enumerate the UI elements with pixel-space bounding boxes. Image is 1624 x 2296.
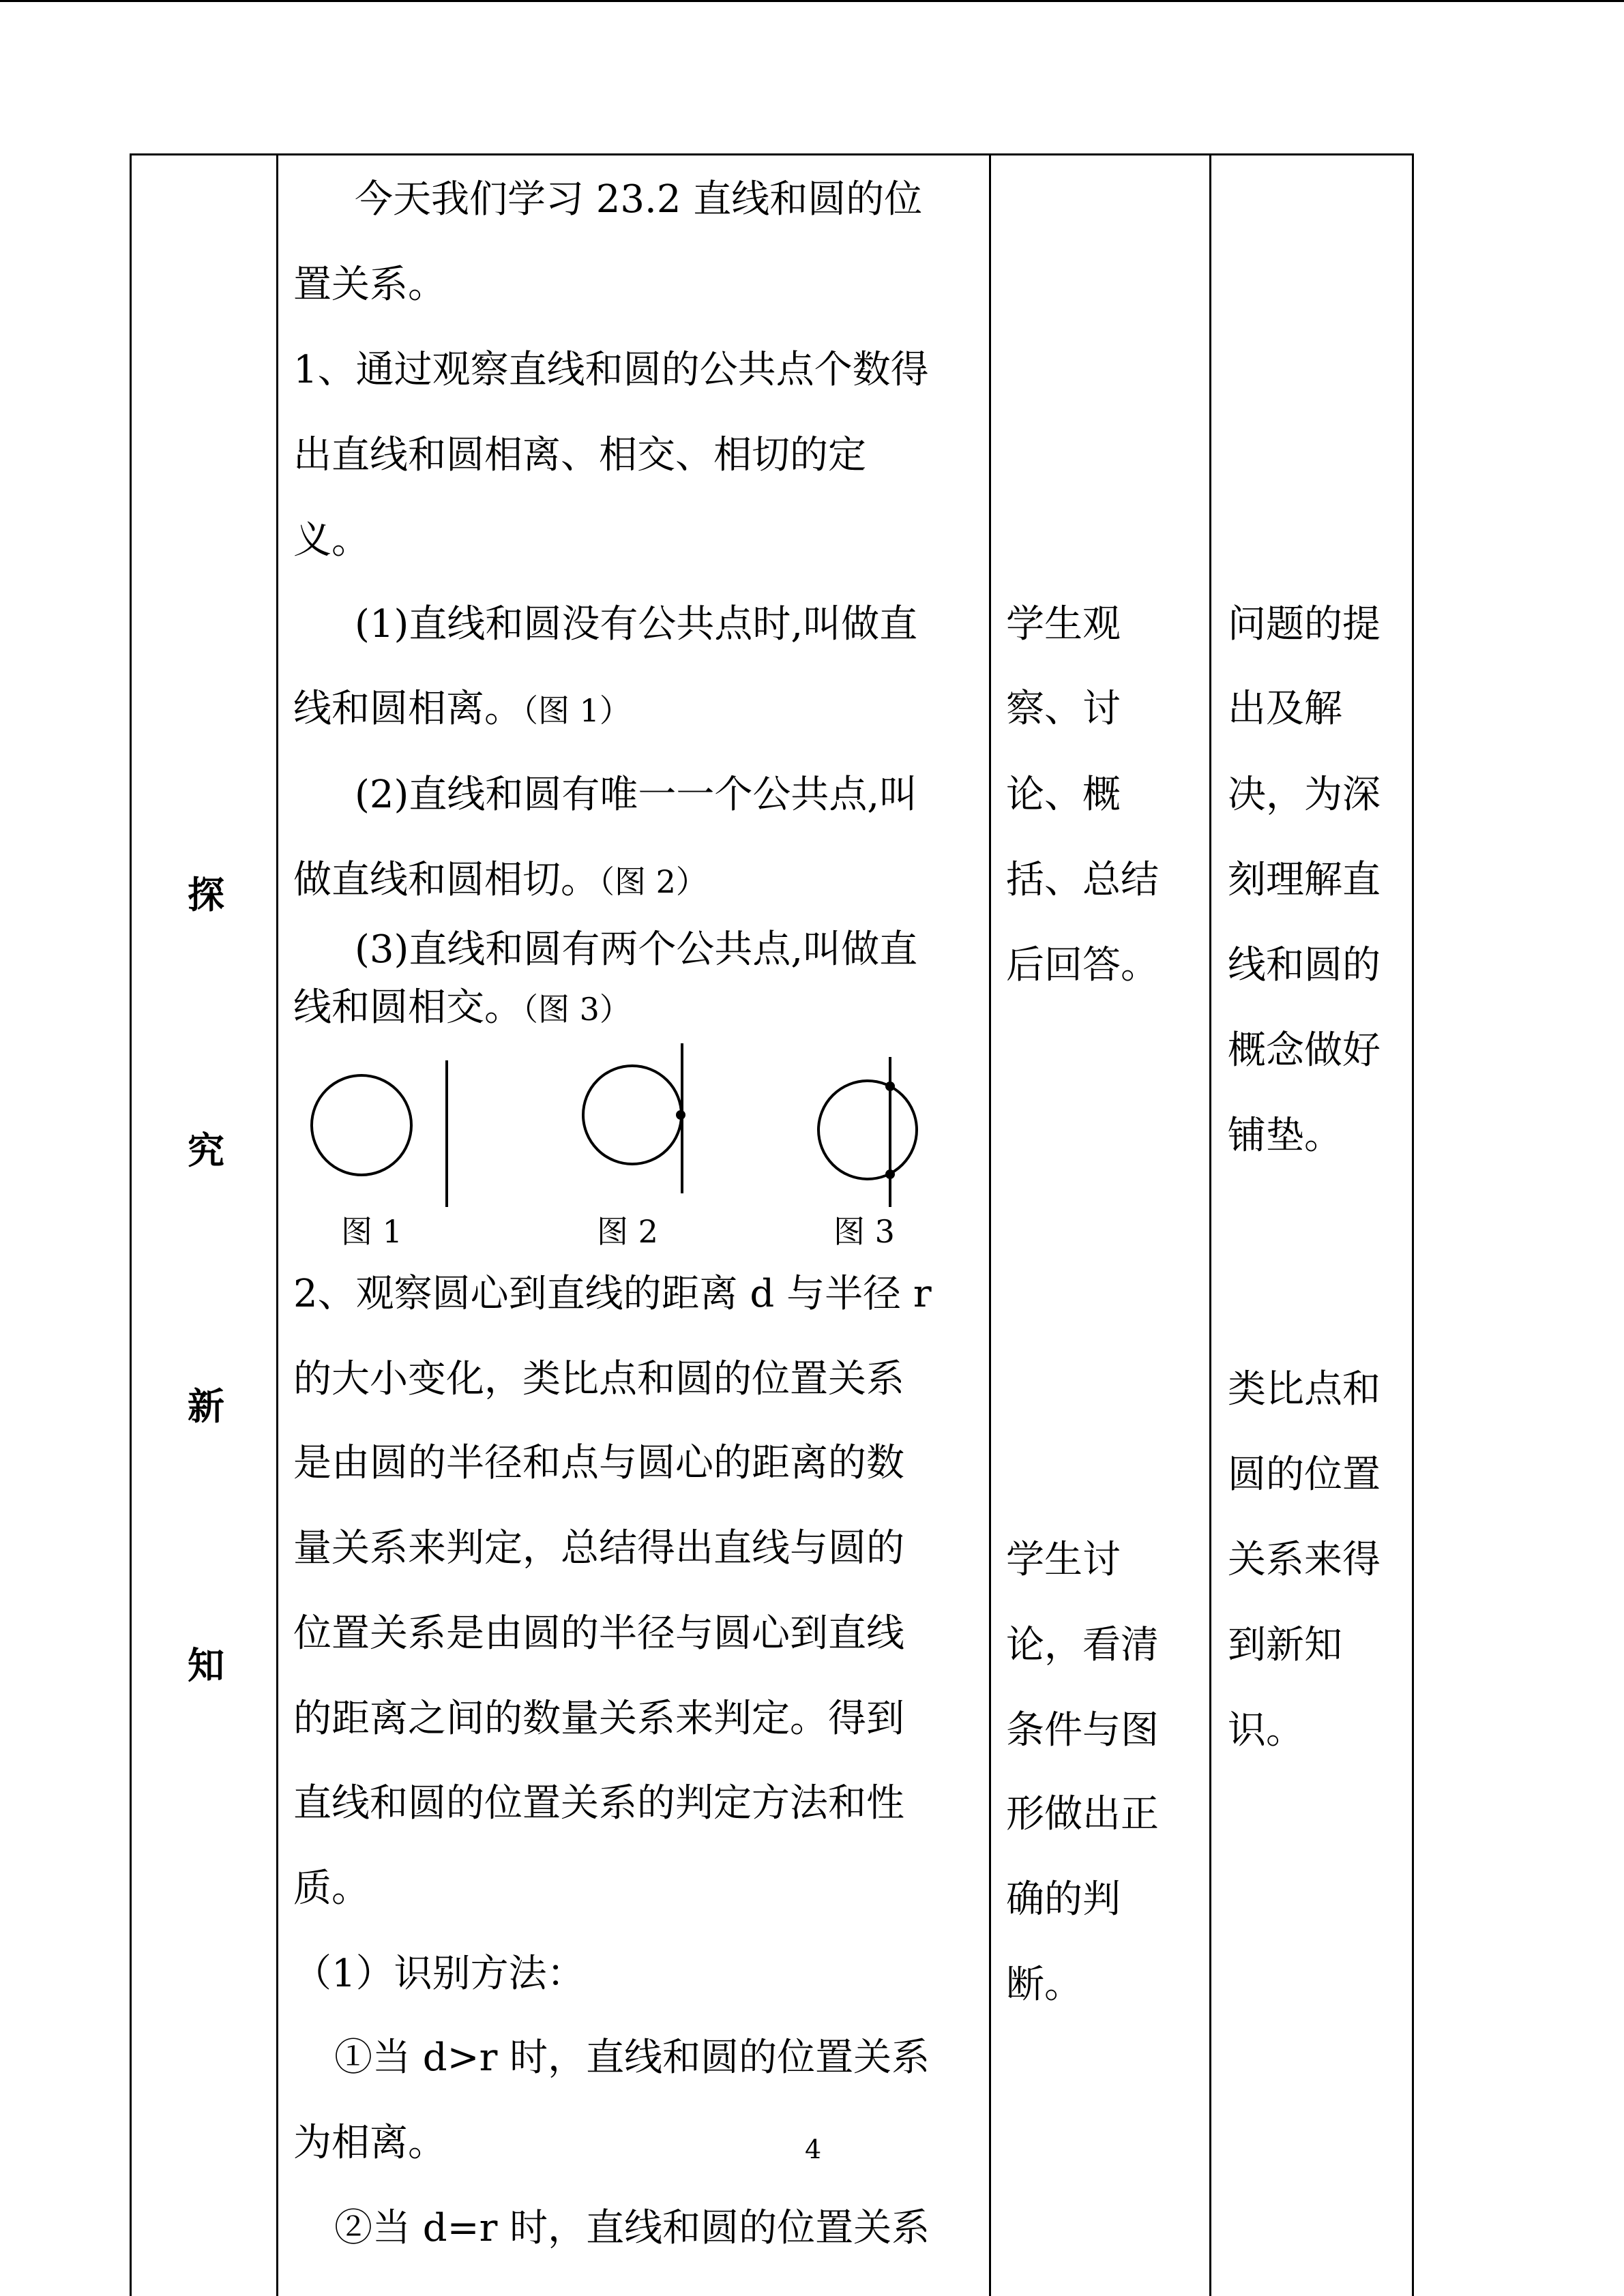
figure-ref: （图 2） bbox=[599, 863, 707, 900]
figure-3-circle bbox=[818, 1081, 917, 1179]
intent-line: 铺垫。 bbox=[1228, 1114, 1342, 1158]
content-line: 量关系来判定，总结得出直线与圆的 bbox=[293, 1526, 904, 1570]
activity-line: 条件与图 bbox=[1006, 1708, 1159, 1753]
column-divider-2 bbox=[989, 153, 991, 2296]
intersection-point bbox=[885, 1169, 895, 1179]
page-top-border bbox=[0, 0, 1624, 2]
figure-label: 图 2 bbox=[597, 1213, 658, 1250]
page-number: 4 bbox=[805, 2134, 822, 2164]
activity-line: 断。 bbox=[1006, 1963, 1082, 2007]
intent-line: 问题的提 bbox=[1228, 602, 1381, 646]
activity-line: 后回答。 bbox=[1006, 943, 1159, 987]
intersection-point bbox=[885, 1082, 895, 1091]
content-line: 质。 bbox=[293, 1866, 370, 1911]
content-line: 线和圆相交。（图 3） bbox=[293, 985, 631, 1030]
content-line: 置关系。 bbox=[293, 263, 446, 307]
intent-line: 线和圆的 bbox=[1228, 943, 1381, 987]
column-divider-1 bbox=[276, 153, 278, 2296]
intent-line: 圆的位置 bbox=[1228, 1452, 1381, 1497]
intent-line: 概念做好 bbox=[1228, 1028, 1381, 1073]
method-title: （1）识别方法： bbox=[293, 1952, 585, 1996]
figure-ref: （图 3） bbox=[522, 991, 631, 1028]
content-line: 2、观察圆心到直线的距离 d 与半径 r bbox=[293, 1272, 932, 1316]
content-line: 义。 bbox=[293, 518, 370, 563]
content-line: 的距离之间的数量关系来判定。得到 bbox=[293, 1697, 904, 1741]
content-line: 是由圆的半径和点与圆心的距离的数 bbox=[293, 1441, 904, 1485]
activity-line: 确的判 bbox=[1006, 1877, 1121, 1922]
intent-line: 关系来得 bbox=[1228, 1538, 1381, 1582]
activity-line: 学生讨 bbox=[1006, 1538, 1121, 1582]
content-line: 出直线和圆相离、相交、相切的定 bbox=[293, 433, 866, 477]
intent-line: 出及解 bbox=[1228, 687, 1342, 731]
tangent-point bbox=[676, 1110, 685, 1120]
stage-char: 探 bbox=[188, 874, 224, 916]
stage-char: 新 bbox=[188, 1385, 224, 1428]
content-line: 1、通过观察直线和圆的公共点个数得 bbox=[293, 348, 929, 392]
intent-line: 识。 bbox=[1228, 1708, 1304, 1753]
content-line: 的大小变化，类比点和圆的位置关系 bbox=[293, 1357, 904, 1401]
circle-line-figures bbox=[286, 1037, 955, 1221]
activity-line: 形做出正 bbox=[1006, 1792, 1159, 1836]
intent-line: 决，为深 bbox=[1228, 773, 1381, 817]
content-line: 今天我们学习 23.2 直线和圆的位 bbox=[355, 177, 923, 222]
content-line: (2)直线和圆有唯一一个公共点,叫 bbox=[355, 773, 918, 817]
activity-line: 括、总结 bbox=[1006, 858, 1159, 902]
figure-1-circle bbox=[312, 1075, 411, 1175]
intent-line: 类比点和 bbox=[1228, 1367, 1381, 1412]
activity-line: 学生观 bbox=[1006, 602, 1121, 646]
stage-char: 究 bbox=[188, 1129, 224, 1172]
intent-line: 到新知 bbox=[1228, 1623, 1342, 1667]
activity-line: 论、概 bbox=[1006, 773, 1121, 817]
stage-char: 知 bbox=[188, 1644, 224, 1687]
content-line: 位置关系是由圆的半径与圆心到直线 bbox=[293, 1611, 904, 1656]
content-line: (1)直线和圆没有公共点时,叫做直 bbox=[355, 602, 918, 646]
figure-label: 图 1 bbox=[341, 1213, 402, 1250]
figure-label: 图 3 bbox=[833, 1213, 895, 1250]
content-line: 线和圆相离。（图 1） bbox=[293, 687, 631, 731]
content-line: 做直线和圆相切。（图 2） bbox=[293, 858, 707, 902]
content-line: 为相离。 bbox=[293, 2121, 446, 2165]
figure-ref: （图 1） bbox=[522, 692, 631, 729]
activity-line: 察、讨 bbox=[1006, 687, 1121, 731]
figure-2-circle bbox=[583, 1066, 681, 1164]
intent-line: 刻理解直 bbox=[1228, 858, 1381, 902]
content-line: ②当 d=r 时，直线和圆的位置关系 bbox=[334, 2206, 930, 2250]
column-divider-3 bbox=[1209, 153, 1211, 2296]
content-line: 直线和圆的位置关系的判定方法和性 bbox=[293, 1781, 904, 1825]
activity-line: 论，看清 bbox=[1006, 1623, 1159, 1667]
content-line: ①当 d>r 时，直线和圆的位置关系 bbox=[334, 2036, 930, 2080]
content-line: (3)直线和圆有两个公共点,叫做直 bbox=[355, 927, 918, 972]
